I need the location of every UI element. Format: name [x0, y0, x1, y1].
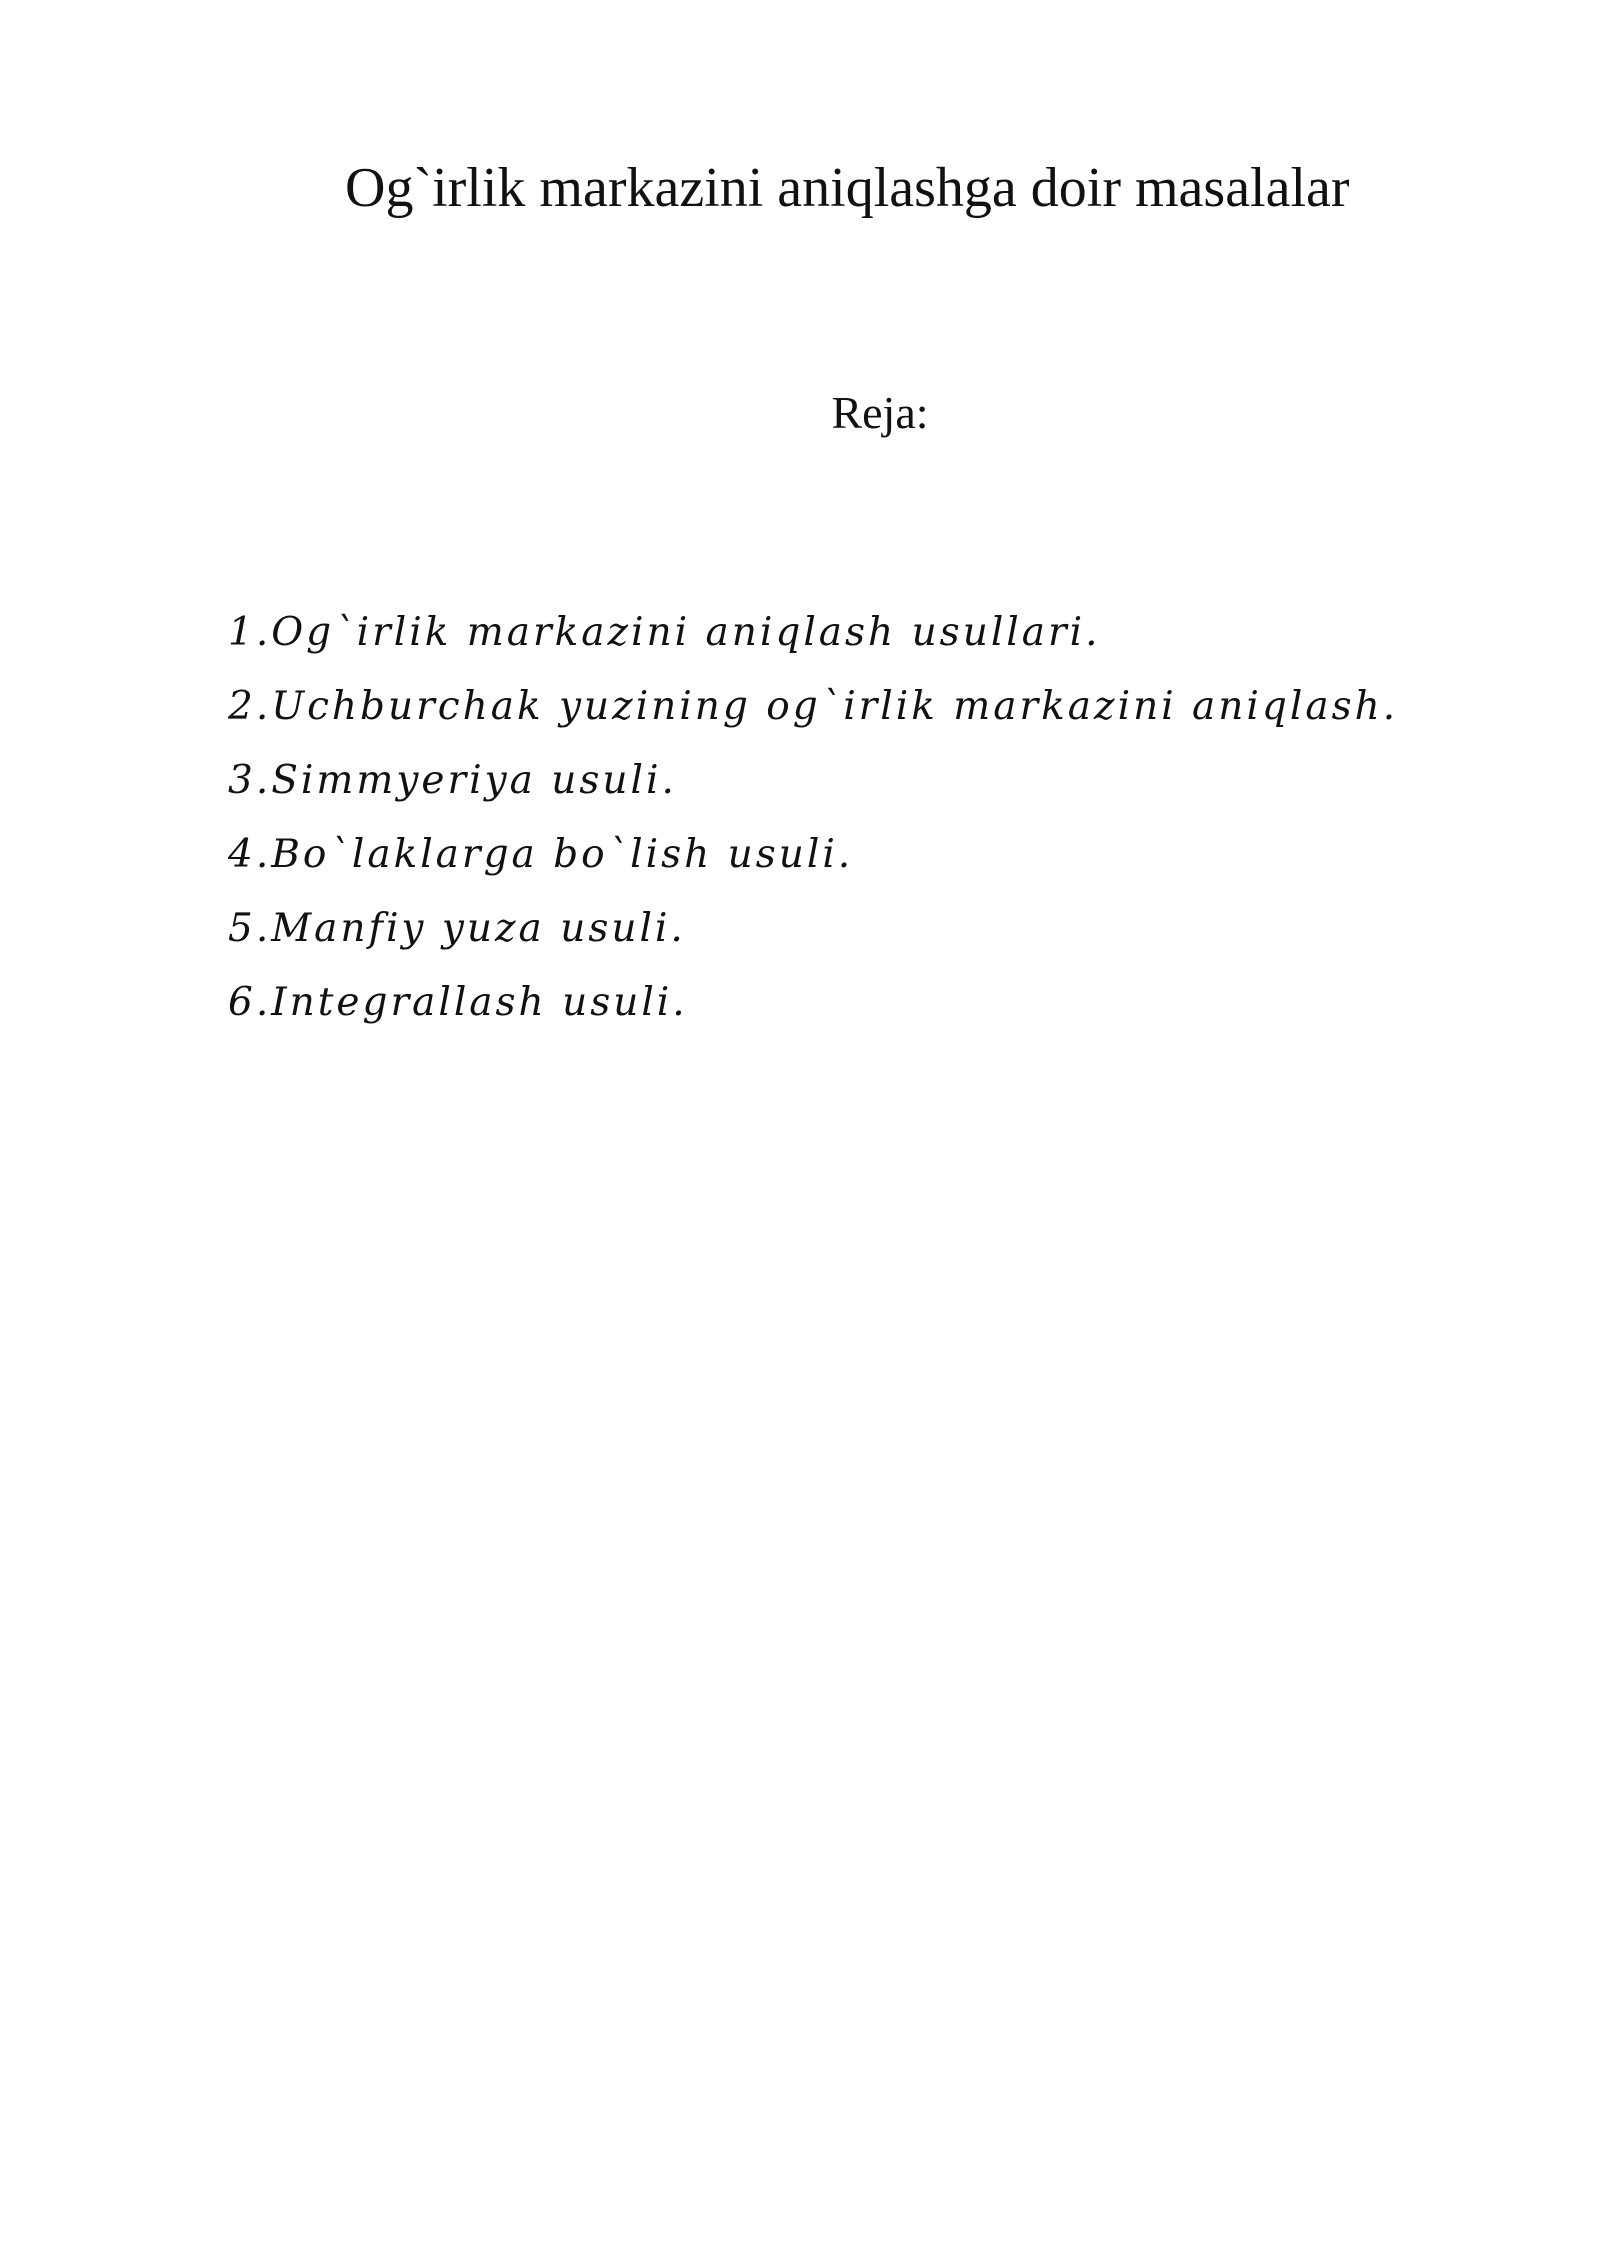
plan-item-1: 1.Og`irlik markazini aniqlash usullari. [228, 610, 1101, 655]
plan-item-2: 2.Uchburchak yuzining og`irlik markazini aniqlash. [228, 684, 1399, 729]
plan-heading: Reja: [831, 387, 929, 438]
plan-item-5: 5.Manfiy yuza usuli. [228, 906, 686, 951]
plan-item-4: 4.Bo`laklarga bo`lish usuli. [228, 832, 854, 877]
plan-list [228, 596, 1398, 1040]
plan-item-6: 6.Integrallash usuli. [228, 980, 688, 1025]
plan-item-3: 3.Simmyeriya usuli. [228, 758, 677, 803]
document-title: Og`irlik markazini aniqlashga doir masalalar [345, 157, 1350, 219]
